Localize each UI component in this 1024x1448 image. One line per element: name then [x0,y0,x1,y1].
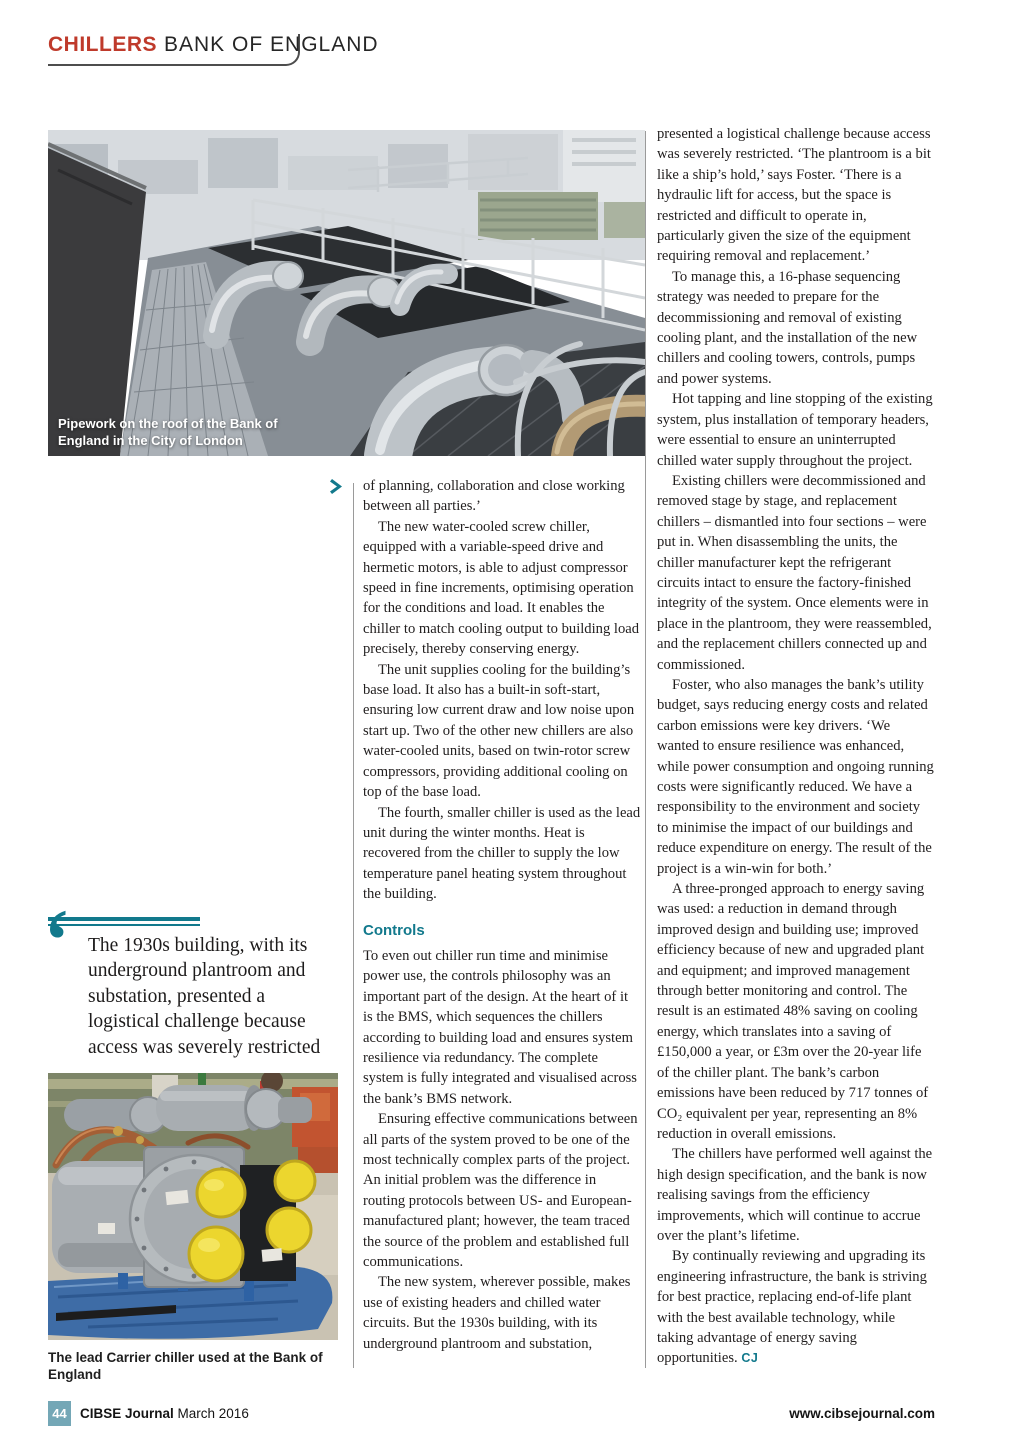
quote-mark-icon: ‘ [40,888,75,1003]
journal-name: CIBSE Journal [80,1406,174,1421]
controls-heading: Controls [363,921,425,939]
body-paragraph: A three-pronged approach to energy saving was used: a reduction in demand through improved design and building use; improved efficiency because of new and upgraded plant and equipment; and improved management through better monitoring and control. The result is an estimated 48% saving on cooling energy, which translates into a saving of £150,000 a year, or £3m over the 20-year life of the chiller plant. The bank’s carbon emissions have been reduced by 717 tonnes of CO₂ equivalent per year, representing an 8% reduction in overall emissions. [657,881,929,1142]
body-paragraph [657,1246,935,1368]
right-column [657,124,935,1369]
body-paragraph: The chillers have performed well against the high design specification, and the bank is now realising savings from the efficiency improvements, which will continue to accrue over the plant’s lifetime. [657,1146,933,1244]
chiller-photo-illustration [48,1073,338,1340]
middle-column [363,476,641,1354]
footer-journal-info [80,1406,249,1421]
continuation-arrow-icon [330,479,346,494]
section-label: CHILLERS [48,33,157,56]
rooftop-photo [48,130,645,456]
rooftop-photo-illustration [48,130,645,456]
article-end-mark: CJ [741,1351,759,1366]
body-paragraph: of planning, collaboration and close working between all parties.’ [363,478,625,515]
rooftop-photo-caption: Pipework on the roof of the Bank of England in the City of London [58,416,278,449]
body-paragraph: Hot tapping and line stopping of the existing system, plus installation of temporary headers, were essential to ensure an uninterrupted chilled water supply throughout the project. [657,391,933,469]
body-paragraph-text: By continually reviewing and upgrading its engineering infrastructure, the bank is striving for best practice, replacing end-of-life plant with the best available technology, while taking advantage of energy saving opportunities. [657,1248,927,1367]
body-paragraph: Ensuring effective communications between all parts of the system proved to be one of the most technically complex parts of the project. An initial problem was the difference in routing protocols between US- and European-manufactured plant; however, the team traced the source of the problem and established full communications. [363,1111,638,1271]
section-kicker [48,33,379,57]
pull-quote-text: The 1930s building, with its underground plantroom and substation, presented a logistical challenge because access was severely restricted [88,935,321,1058]
issue-date: March 2016 [173,1406,249,1421]
journal-website: www.cibsejournal.com [789,1406,935,1421]
page-title: BANK OF ENGLAND [164,33,379,56]
body-paragraph: Existing chillers were decommissioned and removed stage by stage, and replacement chillers – dismantled into four sections – were put in. When disassembling the units, the chiller manufacturer kept the refrigerant circuits intact to ensure the factory-finished integrity of the system. Once elements were in place in the plantroom, they were reassembled, and the replacement chillers connected up and commissioned. [657,472,932,673]
column-divider-left [353,483,354,1368]
body-paragraph: The fourth, smaller chiller is used as the lead unit during the winter months. Heat is recovered from the chiller to supply the low temperature panel heating system throughout the building. [363,804,641,903]
body-paragraph: The unit supplies cooling for the building’s base load. It also has a built-in soft-start, ensuring low current draw and low noise upon start up. Two of the other new chillers are also water-cooled units, based on twin-rotor screw compressors, providing additional cooling on top of the base load. [363,661,635,801]
body-paragraph: To even out chiller run time and minimise power use, the controls philosophy was an important part of the design. At the heart of it is the BMS, which sequences the chillers according to building load and ensures system resilience via redundancy. The complete system is fully integrated and visualised across the bank’s BMS network. [363,947,637,1107]
chiller-photo [48,1073,338,1340]
body-paragraph: The new water-cooled screw chiller, equipped with a variable-speed drive and hermetic motors, is able to adjust compressor speed in fine increments, optimising operation for the conditions and load. It enables the chiller to match cooling output to building load precisely, thereby conserving energy. [363,518,640,658]
body-paragraph: To manage this, a 16-phase sequencing strategy was needed to prepare for the decommissioning and removal of existing cooling plant, and the installation of the new chillers and cooling towers, controls, pumps and power systems. [657,268,918,387]
page-number-badge: 44 [48,1401,71,1426]
column-divider-right [645,131,646,1368]
body-paragraph: Foster, who also manages the bank’s utility budget, says reducing energy costs and related carbon emissions were key drivers. ‘We wanted to ensure resilience was enhanced, while power consumption and ongoing running costs were significantly reduced. We have a responsibility to the environment and society to minimise the impact of our buildings and reduce expenditure on energy. The result of the project is a win-win for both.’ [657,676,934,877]
chiller-photo-caption: The lead Carrier chiller used at the Bank of England [48,1350,323,1382]
body-paragraph: The new system, wherever possible, makes use of existing headers and chilled water circuits. But the 1930s building, with its underground plantroom and substation, [363,1274,631,1352]
body-paragraph: presented a logistical challenge because access was severely restricted. ‘The plantroom is a bit like a ship’s hold,’ says Foster. ‘There is a hydraulic lift for access, but the space is restricted and difficult to operate in, particularly given the size of the equipment requiring removal and replacement.’ [657,126,931,265]
